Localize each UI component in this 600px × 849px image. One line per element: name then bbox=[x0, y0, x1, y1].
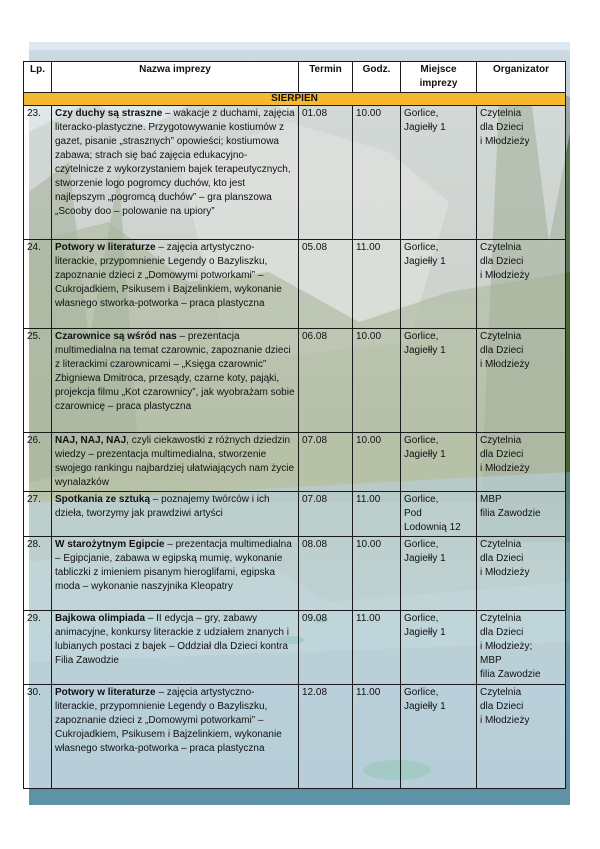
header-organizer: Organizator bbox=[477, 62, 566, 93]
event-description: – prezentacja multimedialna – Egipcjanie, zabawa w egipską mumię, wykonanie tabliczki z imieniem pisanym hieroglifami, egipska moda – wykonanie naszyjnika Kleopatry bbox=[55, 539, 292, 592]
header-place: Miejsce imprezy bbox=[401, 62, 477, 93]
event-date: 08.08 bbox=[299, 537, 353, 611]
event-organizer: Czytelnia dla Dzieci i Młodzieży; MBP filia Zawodzie bbox=[477, 611, 566, 685]
event-time: 11.00 bbox=[353, 611, 401, 685]
event-title: Czy duchy są straszne bbox=[55, 108, 163, 119]
event-date: 07.08 bbox=[299, 492, 353, 537]
event-time: 11.00 bbox=[353, 685, 401, 789]
event-title: Potwory w literaturze bbox=[55, 242, 156, 253]
row-number: 23. bbox=[24, 106, 52, 240]
event-title: Potwory w literaturze bbox=[55, 687, 156, 698]
event-name bbox=[52, 329, 299, 433]
event-time: 10.00 bbox=[353, 329, 401, 433]
event-title: W starożytnym Egipcie bbox=[55, 539, 165, 550]
event-time: 11.00 bbox=[353, 492, 401, 537]
event-organizer: Czytelnia dla Dzieci i Młodzieży bbox=[477, 433, 566, 492]
event-title: Spotkania ze sztuką bbox=[55, 494, 151, 505]
event-description: – zajęcia artystyczno-literackie, przypomnienie Legendy o Bazyliszku, zapoznanie dzieci z „Domowymi potworkami” – Cukrojadkiem, Psikusem i Bajzelinkiem, wykonanie własnego stworka-potworka – praca plastyczna bbox=[55, 687, 282, 754]
event-description: – poznajemy twórców i ich dzieła, tworzymy jak prawdziwi artyści bbox=[55, 494, 270, 519]
header-row bbox=[24, 62, 566, 93]
event-date: 07.08 bbox=[299, 433, 353, 492]
event-title: NAJ, NAJ, NAJ bbox=[55, 435, 127, 446]
event-description: – wakacje z duchami, zajęcia literacko-plastyczne. Przygotowywanie kostiumów z gazet, pisanie „strasznych” opowieści; kostiumowa zabawa; strach się bać zajęcia edukacyjno- czytelnicze z wykorzystaniem bajek terapeutycznych, stworzenie logo pogromcy duchów, kto jest najlepszym „pogromcą duchów” – gra planszowa „Scooby doo – polowanie na upiory” bbox=[55, 108, 295, 217]
event-organizer: Czytelnia dla Dzieci i Młodzieży bbox=[477, 106, 566, 240]
event-date: 06.08 bbox=[299, 329, 353, 433]
table-row bbox=[24, 240, 566, 329]
event-description: – prezentacja multimedialna na temat czarownic, zapoznanie dzieci z literackimi czarownicami – „Księga czarownic” Zbigniewa Dmitroca, przesądy, czarne koty, pająki, projekcja filmu „Kot czarownicy”, jak wyobrażam sobie czarownicę – praca plastyczna bbox=[55, 331, 295, 412]
event-name bbox=[52, 106, 299, 240]
table-row bbox=[24, 492, 566, 537]
month-row bbox=[24, 93, 566, 106]
month-label: SIERPIEŃ bbox=[24, 93, 566, 106]
row-number: 28. bbox=[24, 537, 52, 611]
event-name bbox=[52, 611, 299, 685]
event-schedule-table bbox=[23, 61, 566, 789]
event-place: Gorlice, Jagiełły 1 bbox=[401, 329, 477, 433]
event-name bbox=[52, 685, 299, 789]
top-band bbox=[29, 42, 570, 50]
event-organizer: Czytelnia dla Dzieci i Młodzieży bbox=[477, 537, 566, 611]
event-name bbox=[52, 433, 299, 492]
event-place: Gorlice, Jagiełły 1 bbox=[401, 240, 477, 329]
event-name bbox=[52, 240, 299, 329]
event-place: Gorlice, Pod Lodownią 12 bbox=[401, 492, 477, 537]
event-place: Gorlice, Jagiełły 1 bbox=[401, 537, 477, 611]
event-organizer: MBP filia Zawodzie bbox=[477, 492, 566, 537]
event-description: – II edycja – gry, zabawy animacyjne, konkursy literackie z udziałem znanych i lubianych postaci z bajek – Oddział dla Dzieci kontra Filia Zawodzie bbox=[55, 613, 289, 666]
table-row bbox=[24, 433, 566, 492]
event-name bbox=[52, 537, 299, 611]
event-time: 10.00 bbox=[353, 106, 401, 240]
event-organizer: Czytelnia dla Dzieci i Młodzieży bbox=[477, 329, 566, 433]
event-place: Gorlice, Jagiełły 1 bbox=[401, 106, 477, 240]
row-number: 24. bbox=[24, 240, 52, 329]
event-date: 12.08 bbox=[299, 685, 353, 789]
event-time: 10.00 bbox=[353, 537, 401, 611]
table-row bbox=[24, 537, 566, 611]
event-date: 05.08 bbox=[299, 240, 353, 329]
event-place: Gorlice, Jagiełły 1 bbox=[401, 611, 477, 685]
row-number: 26. bbox=[24, 433, 52, 492]
header-time: Godz. bbox=[353, 62, 401, 93]
event-time: 11.00 bbox=[353, 240, 401, 329]
event-description: , czyli ciekawostki z różnych dziedzin wiedzy – prezentacja multimedialna, stworzenie swojego rankingu najbardziej ułatwiających nam życie wynalazków bbox=[55, 435, 295, 488]
event-place: Gorlice, Jagiełły 1 bbox=[401, 685, 477, 789]
event-organizer: Czytelnia dla Dzieci i Młodzieży bbox=[477, 685, 566, 789]
event-title: Czarownice są wśród nas bbox=[55, 331, 177, 342]
table-row bbox=[24, 329, 566, 433]
event-organizer: Czytelnia dla Dzieci i Młodzieży bbox=[477, 240, 566, 329]
row-number: 30. bbox=[24, 685, 52, 789]
event-date: 09.08 bbox=[299, 611, 353, 685]
table-row bbox=[24, 611, 566, 685]
header-date: Termin bbox=[299, 62, 353, 93]
event-name bbox=[52, 492, 299, 537]
row-number: 27. bbox=[24, 492, 52, 537]
table-row bbox=[24, 106, 566, 240]
row-number: 29. bbox=[24, 611, 52, 685]
event-date: 01.08 bbox=[299, 106, 353, 240]
event-title: Bajkowa olimpiada bbox=[55, 613, 146, 624]
header-lp: Lp. bbox=[24, 62, 52, 93]
row-number: 25. bbox=[24, 329, 52, 433]
event-time: 10.00 bbox=[353, 433, 401, 492]
header-name: Nazwa imprezy bbox=[52, 62, 299, 93]
table-row bbox=[24, 685, 566, 789]
event-description: – zajęcia artystyczno-literackie, przypomnienie Legendy o Bazyliszku, zapoznanie dzieci z „Domowymi potworkami” – Cukrojadkiem, Psikusem i Bajzelinkiem, wykonanie własnego stworka-potworka – praca plastyczna bbox=[55, 242, 282, 309]
event-place: Gorlice, Jagiełły 1 bbox=[401, 433, 477, 492]
